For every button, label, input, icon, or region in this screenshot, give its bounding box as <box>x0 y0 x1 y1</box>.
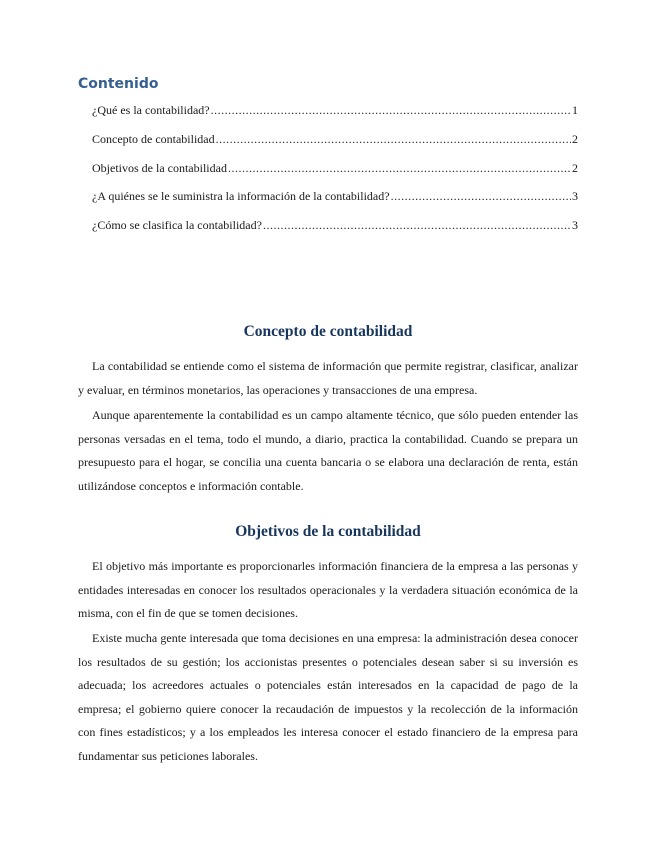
section-heading: Concepto de contabilidad <box>243 323 413 340</box>
paragraph: Existe mucha gente interesada que toma decisiones en una empresa: la administración desea conocer los resultados de su gestión; los accionistas presentes o potenciales desean saber si su inversión es adecuada; los acreedores actuales o potenciales están interesados en la capacidad de pago de la empresa; el gobierno quiere conocer la recaudación de impuestos y la recolección de la información con fines estadísticos; y a los empleados les interesa conocer el estado financiero de la empresa para fundamentar sus peticiones laborales. <box>78 631 578 763</box>
toc-entry-page: 2 <box>572 132 578 146</box>
toc-entry-label: Objetivos de la contabilidad <box>92 161 227 175</box>
toc-leader <box>216 132 571 147</box>
toc-entry-label: ¿Qué es la contabilidad? <box>92 103 210 117</box>
section-heading: Objetivos de la contabilidad <box>235 523 421 540</box>
toc-leader <box>228 161 571 176</box>
toc-entry[interactable] <box>92 132 578 147</box>
toc-entry-page: 2 <box>572 161 578 175</box>
toc-entry[interactable] <box>92 161 578 176</box>
toc-entry-label: Concepto de contabilidad <box>92 132 215 146</box>
toc-entry[interactable] <box>92 218 578 233</box>
toc-entry[interactable] <box>92 189 578 204</box>
toc-entry[interactable] <box>92 103 578 118</box>
paragraph: La contabilidad se entiende como el sistema de información que permite registrar, clasificar, analizar y evaluar, en términos monetarios, las operaciones y transacciones de una empresa. <box>78 359 578 397</box>
toc-entry-label: ¿Cómo se clasifica la contabilidad? <box>92 218 262 232</box>
toc-entry-page: 1 <box>572 103 578 117</box>
toc-title: Contenido <box>78 76 159 92</box>
toc-entry-label: ¿A quiénes se le suministra la información de la contabilidad? <box>92 189 390 203</box>
toc-leader <box>391 189 571 204</box>
paragraph: El objetivo más importante es proporcionarles información financiera de la empresa a las personas y entidades interesadas en conocer los resultados operacionales y la verdadera situación económica de la misma, con el fin de que se tomen decisiones. <box>78 559 578 620</box>
toc-entry-page: 3 <box>572 189 578 203</box>
paragraph: Aunque aparentemente la contabilidad es un campo altamente técnico, que sólo pueden entender las personas versadas en el tema, todo el mundo, a diario, practica la contabilidad. Cuando se prepara un presupuesto para el hogar, se concilia una cuenta bancaria o se elabora una declaración de renta, están utilizándose conceptos e información contable. <box>78 408 578 493</box>
toc-entry-page: 3 <box>572 218 578 232</box>
toc-leader <box>263 218 571 233</box>
toc-leader <box>211 103 571 118</box>
